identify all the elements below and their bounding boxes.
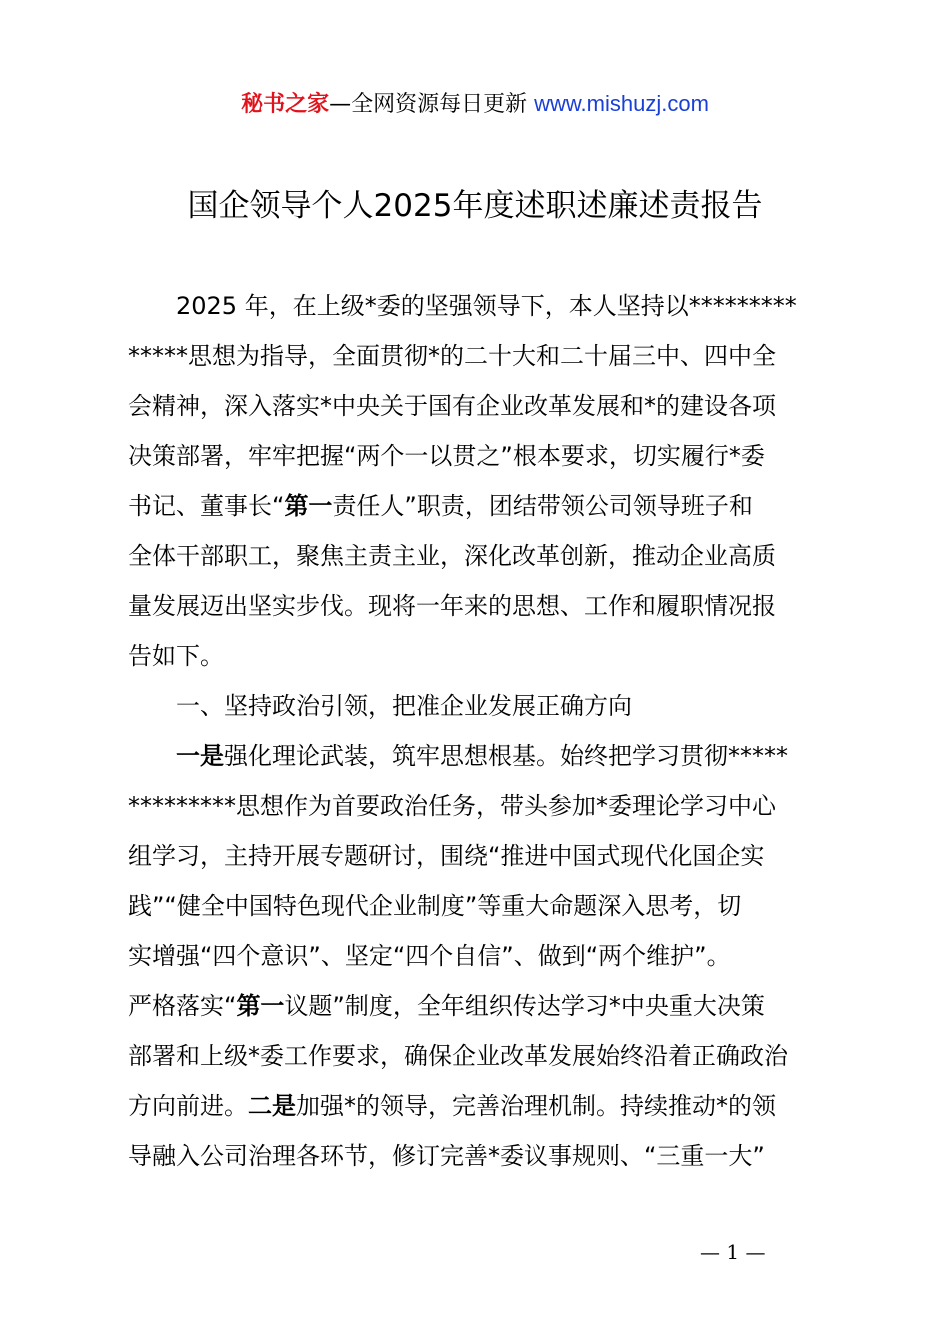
bold-text: 第一 (284, 492, 333, 520)
paragraph-line: 全体干部职工，聚焦主责主业，深化改革创新，推动企业高质 (128, 542, 776, 570)
paragraph-line: 量发展迈出坚实步伐。现将一年来的思想、工作和履职情况报 (128, 592, 776, 620)
site-banner (0, 88, 950, 121)
site-url[interactable]: www.mishuzj.com (534, 91, 709, 116)
paragraph-line: 2025 年，在上级*委的坚强领导下，本人坚持以********* (176, 292, 797, 320)
paragraph-line (128, 490, 753, 522)
document-title: 国企领导个人2025年度述职述廉述责报告 (187, 188, 763, 224)
text-segment: 责任人”职责，团结带领公司领导班子和 (332, 492, 753, 520)
paragraph-line: 导融入公司治理各环节，修订完善*委议事规则、“三重一大” (128, 1142, 765, 1170)
bold-text: 第一 (236, 992, 285, 1020)
bold-text: 一是 (176, 742, 224, 770)
paragraph-line: 会精神，深入落实*中央关于国有企业改革发展和*的建设各项 (128, 392, 776, 420)
paragraph-line: 部署和上级*委工作要求，确保企业改革发展始终沿着正确政治 (128, 1042, 788, 1070)
paragraph-line: 告如下。 (128, 642, 224, 670)
tagline: —全网资源每日更新 (329, 92, 535, 117)
text-segment: 严格落实“ (128, 992, 237, 1020)
bold-text: 二是 (248, 1092, 296, 1120)
text-segment: 强化理论武装，筑牢思想根基。始终把学习贯彻***** (224, 742, 788, 770)
page-number: — 1 — (700, 1240, 766, 1264)
paragraph-line: 决策部署，牢牢把握“两个一以贯之”根本要求，切实履行*委 (128, 442, 765, 470)
paragraph-line: *****思想为指导，全面贯彻*的二十大和二十届三中、四中全 (128, 342, 776, 370)
text-segment: 议题”制度，全年组织传达学习*中央重大决策 (284, 992, 765, 1020)
brand-name: 秘书之家 (241, 92, 330, 117)
paragraph-line: 践”“健全中国特色现代企业制度”等重大命题深入思考，切 (128, 892, 742, 920)
paragraph-line (128, 990, 765, 1022)
text-segment: 书记、董事长“ (128, 492, 285, 520)
text-segment: 加强*的领导，完善治理机制。持续推动*的领 (296, 1092, 776, 1120)
paragraph-line: *********思想作为首要政治任务，带头参加*委理论学习中心 (128, 792, 776, 820)
paragraph-line: 实增强“四个意识”、坚定“四个自信”、做到“两个维护”。 (128, 942, 731, 970)
paragraph-line (128, 1090, 776, 1122)
section-heading: 一、坚持政治引领，把准企业发展正确方向 (176, 692, 632, 720)
paragraph-line (176, 740, 788, 772)
paragraph-line: 组学习，主持开展专题研讨，围绕“推进中国式现代化国企实 (128, 842, 765, 870)
text-segment: 方向前进。 (128, 1092, 248, 1120)
